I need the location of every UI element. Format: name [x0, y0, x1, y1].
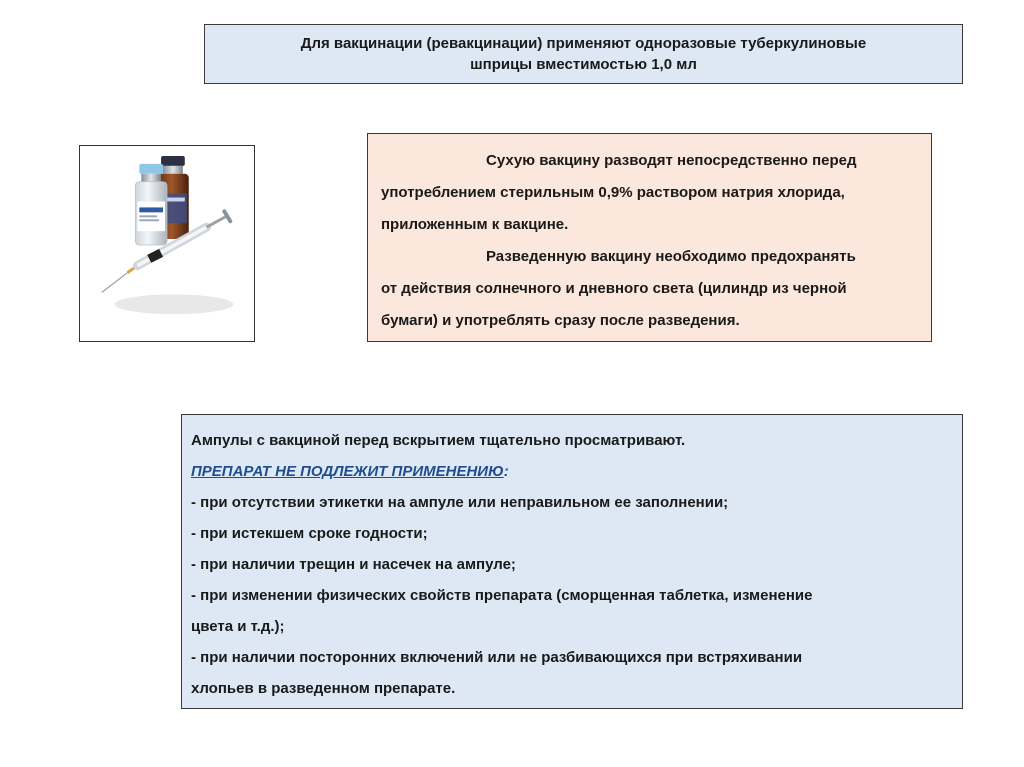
header-line-1: Для вакцинации (ревакцинации) применяют одноразовые туберкулиновые	[300, 35, 867, 52]
ampoule-condition: - при истекшем сроке годности;	[191, 525, 428, 542]
warning-colon: :	[503, 463, 509, 480]
warning-heading	[191, 456, 954, 487]
header-line-2: шприцы вместимостью 1,0 мл	[470, 56, 697, 73]
header-box	[204, 24, 963, 84]
ampoule-condition: цвета и т.д.);	[191, 618, 285, 635]
dilution-line-4: Разведенную вакцину необходимо предохранять	[486, 248, 856, 265]
amber-vial-cap	[161, 156, 185, 166]
ampoule-inspection	[181, 414, 963, 709]
dilution-line-1: Сухую вакцину разводят непосредственно перед	[486, 152, 857, 169]
ampoule-condition: - при наличии посторонних включений или не разбивающихся при встряхивании	[191, 649, 803, 666]
clear-vial-cap	[139, 164, 163, 174]
ampoule-condition: - при наличии трещин и насечек на ампуле;	[191, 556, 516, 573]
ampoule-condition: хлопьев в разведенном препарате.	[191, 680, 456, 697]
dilution-instructions	[367, 133, 932, 342]
ampoule-condition: - при изменении физических свойств препарата (сморщенная таблетка, изменение	[191, 587, 813, 604]
dilution-line-6: бумаги) и употреблять сразу после разведения.	[381, 312, 740, 329]
ampoule-intro: Ампулы с вакциной перед вскрытием тщательно просматривают.	[191, 432, 686, 449]
dilution-line-2: употреблением стерильным 0,9% раствором натрия хлорида,	[381, 184, 845, 201]
vaccine-vials-syringe-illustration	[80, 146, 254, 341]
dilution-line-5: от действия солнечного и дневного света (цилиндр из черной	[381, 280, 847, 297]
vaccine-photo	[79, 145, 255, 342]
warning-text: ПРЕПАРАТ НЕ ПОДЛЕЖИТ ПРИМЕНЕНИЮ	[191, 463, 504, 480]
ampoule-condition: - при отсутствии этикетки на ампуле или неправильном ее заполнении;	[191, 494, 729, 511]
dilution-line-3: приложенным к вакцине.	[381, 216, 569, 233]
